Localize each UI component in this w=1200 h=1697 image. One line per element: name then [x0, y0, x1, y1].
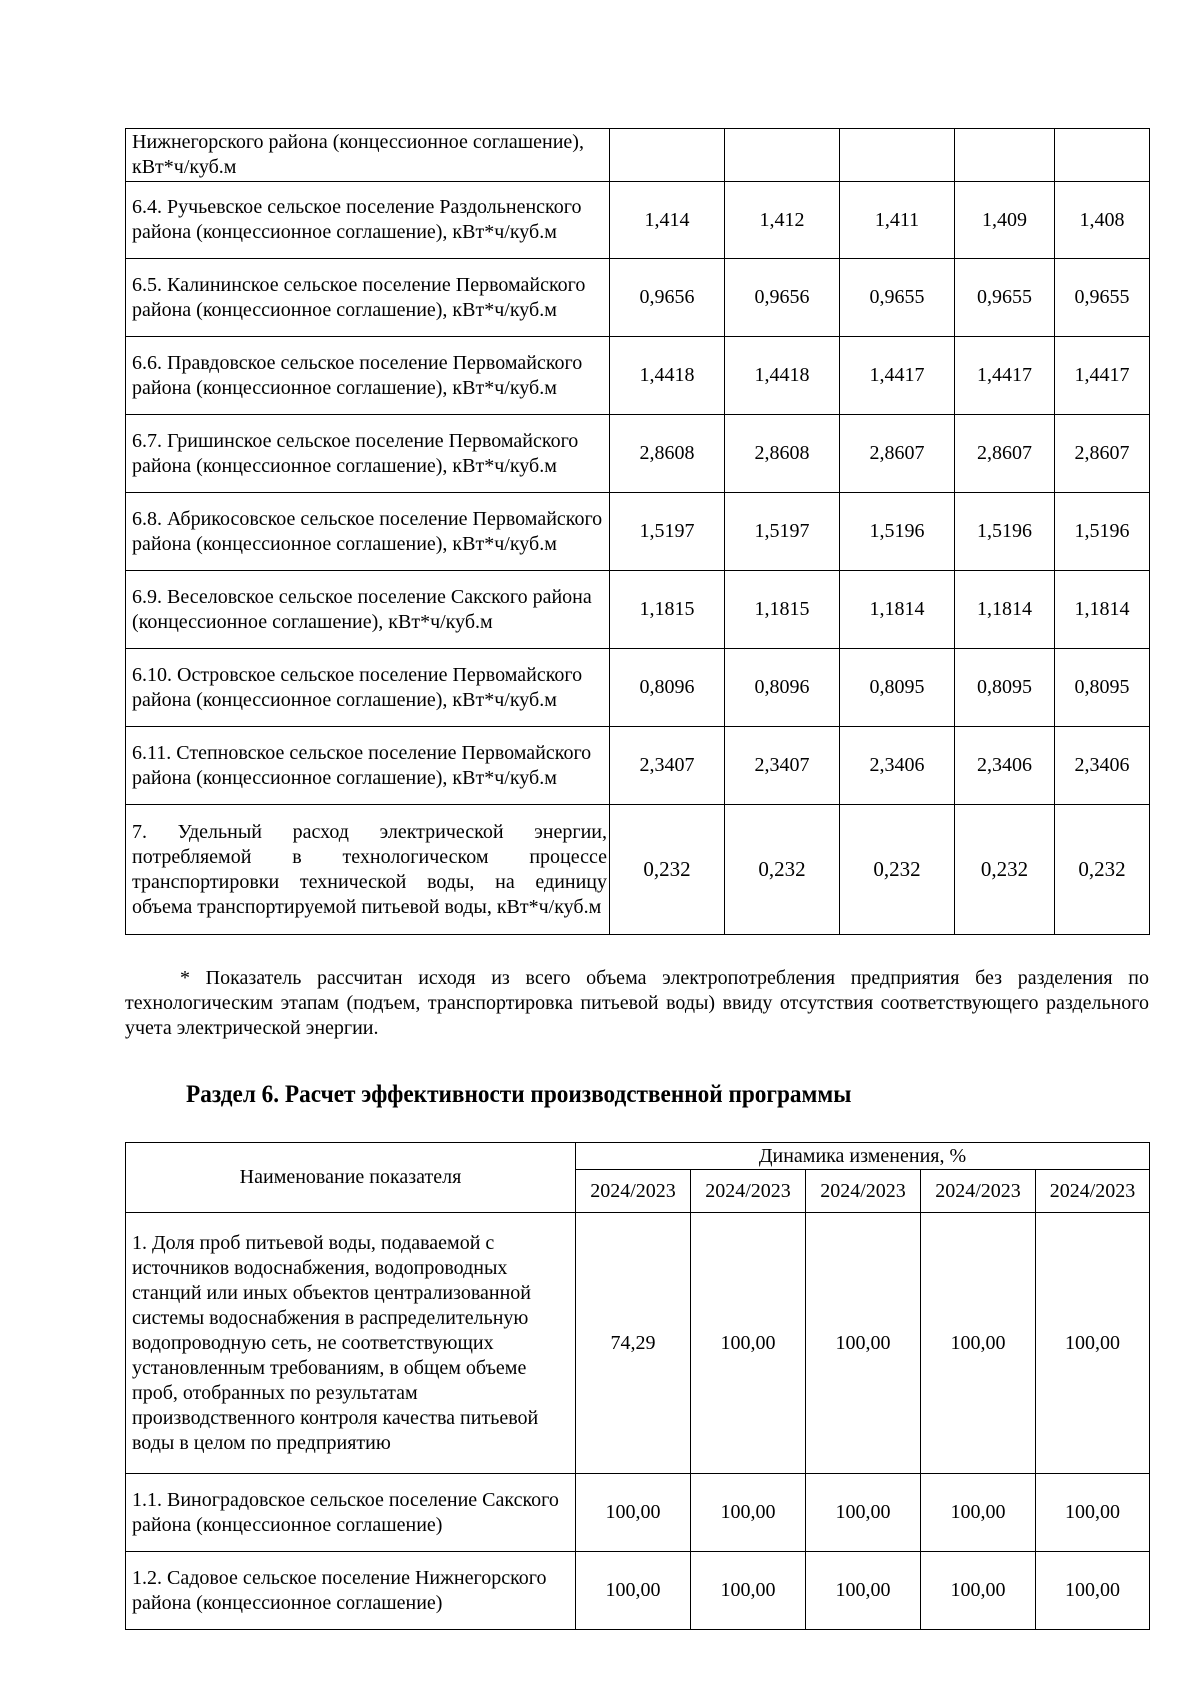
value-cell: 100,00	[576, 1552, 691, 1630]
value-cell: 2,8607	[1055, 415, 1150, 493]
value-cell: 1,4417	[840, 337, 955, 415]
value-cell: 2,3407	[610, 727, 725, 805]
value-cell: 2,3406	[840, 727, 955, 805]
value-cell: 0,8096	[610, 649, 725, 727]
value-cell: 1,1815	[725, 571, 840, 649]
indicators-table-continued	[125, 128, 1150, 935]
value-cell: 100,00	[806, 1213, 921, 1474]
indicator-label: 1. Доля проб питьевой воды, подаваемой с источников водоснабжения, водопроводных станций или иных объектов централизованной системы водоснабжения в распределительную водопроводную сеть, не соответствующих установленным требованиям, в общем объеме проб, отобранных по результатам производственного контроля качества питьевой воды в целом по предприятию	[126, 1213, 576, 1474]
value-cell: 1,4418	[610, 337, 725, 415]
table-row	[126, 337, 1150, 415]
value-cell: 0,8095	[1055, 649, 1150, 727]
value-cell: 1,4417	[955, 337, 1055, 415]
value-cell	[955, 129, 1055, 182]
value-cell: 0,9656	[725, 259, 840, 337]
value-cell: 1,5196	[1055, 493, 1150, 571]
efficiency-table	[125, 1142, 1150, 1630]
value-cell: 0,232	[725, 805, 840, 935]
value-cell: 100,00	[691, 1552, 806, 1630]
value-cell: 100,00	[691, 1474, 806, 1552]
table-row	[126, 182, 1150, 259]
value-cell: 1,5197	[610, 493, 725, 571]
value-cell: 100,00	[921, 1213, 1036, 1474]
value-cell: 1,1815	[610, 571, 725, 649]
table-row	[126, 415, 1150, 493]
value-cell: 2,8607	[955, 415, 1055, 493]
table-row	[126, 1474, 1150, 1552]
table-row	[126, 805, 1150, 935]
value-cell	[725, 129, 840, 182]
value-cell: 0,8095	[840, 649, 955, 727]
value-cell: 100,00	[691, 1213, 806, 1474]
value-cell: 1,1814	[955, 571, 1055, 649]
value-cell: 100,00	[1036, 1552, 1150, 1630]
table-row	[126, 129, 1150, 182]
value-cell: 1,414	[610, 182, 725, 259]
value-cell: 0,232	[955, 805, 1055, 935]
value-cell: 1,1814	[840, 571, 955, 649]
header-period: 2024/2023	[691, 1170, 806, 1213]
value-cell	[610, 129, 725, 182]
value-cell: 100,00	[576, 1474, 691, 1552]
indicator-label: 6.5. Калининское сельское поселение Первомайского района (концессионное соглашение), кВт*ч/куб.м	[126, 259, 610, 337]
value-cell: 1,409	[955, 182, 1055, 259]
header-period: 2024/2023	[576, 1170, 691, 1213]
value-cell	[840, 129, 955, 182]
value-cell: 0,232	[1055, 805, 1150, 935]
value-cell: 0,232	[610, 805, 725, 935]
value-cell: 0,9656	[610, 259, 725, 337]
value-cell: 1,4418	[725, 337, 840, 415]
value-cell: 1,411	[840, 182, 955, 259]
indicator-label: 1.2. Садовое сельское поселение Нижнегорского района (концессионное соглашение)	[126, 1552, 576, 1630]
value-cell: 0,9655	[1055, 259, 1150, 337]
value-cell: 1,5197	[725, 493, 840, 571]
indicator-label: 7. Удельный расход электрической энергии, потребляемой в технологическом процессе транспортировки технической воды, на единицу объема транспортируемой питьевой воды, кВт*ч/куб.м	[126, 805, 610, 935]
value-cell: 0,232	[840, 805, 955, 935]
indicator-label: 6.9. Веселовское сельское поселение Сакского района (концессионное соглашение), кВт*ч/куб.м	[126, 571, 610, 649]
value-cell: 2,8608	[725, 415, 840, 493]
header-dynamics: Динамика изменения, %	[576, 1143, 1150, 1170]
indicator-label: 1.1. Виноградовское сельское поселение Сакского района (концессионное соглашение)	[126, 1474, 576, 1552]
indicator-label: 6.10. Островское сельское поселение Первомайского района (концессионное соглашение), кВт*ч/куб.м	[126, 649, 610, 727]
value-cell: 2,3406	[955, 727, 1055, 805]
indicator-label: 6.6. Правдовское сельское поселение Первомайского района (концессионное соглашение), кВт*ч/куб.м	[126, 337, 610, 415]
table-row	[126, 1552, 1150, 1630]
value-cell: 1,5196	[955, 493, 1055, 571]
value-cell	[1055, 129, 1150, 182]
value-cell: 100,00	[806, 1474, 921, 1552]
value-cell: 0,8096	[725, 649, 840, 727]
value-cell: 2,3407	[725, 727, 840, 805]
value-cell: 0,8095	[955, 649, 1055, 727]
indicator-label: Нижнегорского района (концессионное соглашение), кВт*ч/куб.м	[126, 129, 610, 182]
value-cell: 100,00	[921, 1552, 1036, 1630]
section-title: Раздел 6. Расчет эффективности производственной программы	[186, 1081, 852, 1108]
header-period: 2024/2023	[806, 1170, 921, 1213]
value-cell: 2,8607	[840, 415, 955, 493]
header-indicator-name: Наименование показателя	[126, 1143, 576, 1213]
value-cell: 0,9655	[955, 259, 1055, 337]
header-period: 2024/2023	[921, 1170, 1036, 1213]
footnote: * Показатель рассчитан исходя из всего объема электропотребления предприятия без разделения по технологическим этапам (подъем, транспортировка питьевой воды) ввиду отсутствия соответствующего раздельного учета электрической энергии.	[125, 967, 1149, 1039]
table-row	[126, 493, 1150, 571]
value-cell: 74,29	[576, 1213, 691, 1474]
value-cell: 1,5196	[840, 493, 955, 571]
value-cell: 1,412	[725, 182, 840, 259]
table-row	[126, 649, 1150, 727]
indicator-label: 6.4. Ручьевское сельское поселение Раздольненского района (концессионное соглашение), кВт*ч/куб.м	[126, 182, 610, 259]
table-row	[126, 1213, 1150, 1474]
table-row	[126, 259, 1150, 337]
indicator-label: 6.7. Гришинское сельское поселение Первомайского района (концессионное соглашение), кВт*ч/куб.м	[126, 415, 610, 493]
indicator-label: 6.11. Степновское сельское поселение Первомайского района (концессионное соглашение), кВт*ч/куб.м	[126, 727, 610, 805]
value-cell: 100,00	[806, 1552, 921, 1630]
indicator-label: 6.8. Абрикосовское сельское поселение Первомайского района (концессионное соглашение), кВт*ч/куб.м	[126, 493, 610, 571]
value-cell: 1,1814	[1055, 571, 1150, 649]
value-cell: 2,3406	[1055, 727, 1150, 805]
table-row	[126, 571, 1150, 649]
header-period: 2024/2023	[1036, 1170, 1150, 1213]
value-cell: 0,9655	[840, 259, 955, 337]
value-cell: 2,8608	[610, 415, 725, 493]
value-cell: 1,4417	[1055, 337, 1150, 415]
value-cell: 100,00	[1036, 1213, 1150, 1474]
value-cell: 100,00	[1036, 1474, 1150, 1552]
value-cell: 1,408	[1055, 182, 1150, 259]
table-row	[126, 727, 1150, 805]
value-cell: 100,00	[921, 1474, 1036, 1552]
